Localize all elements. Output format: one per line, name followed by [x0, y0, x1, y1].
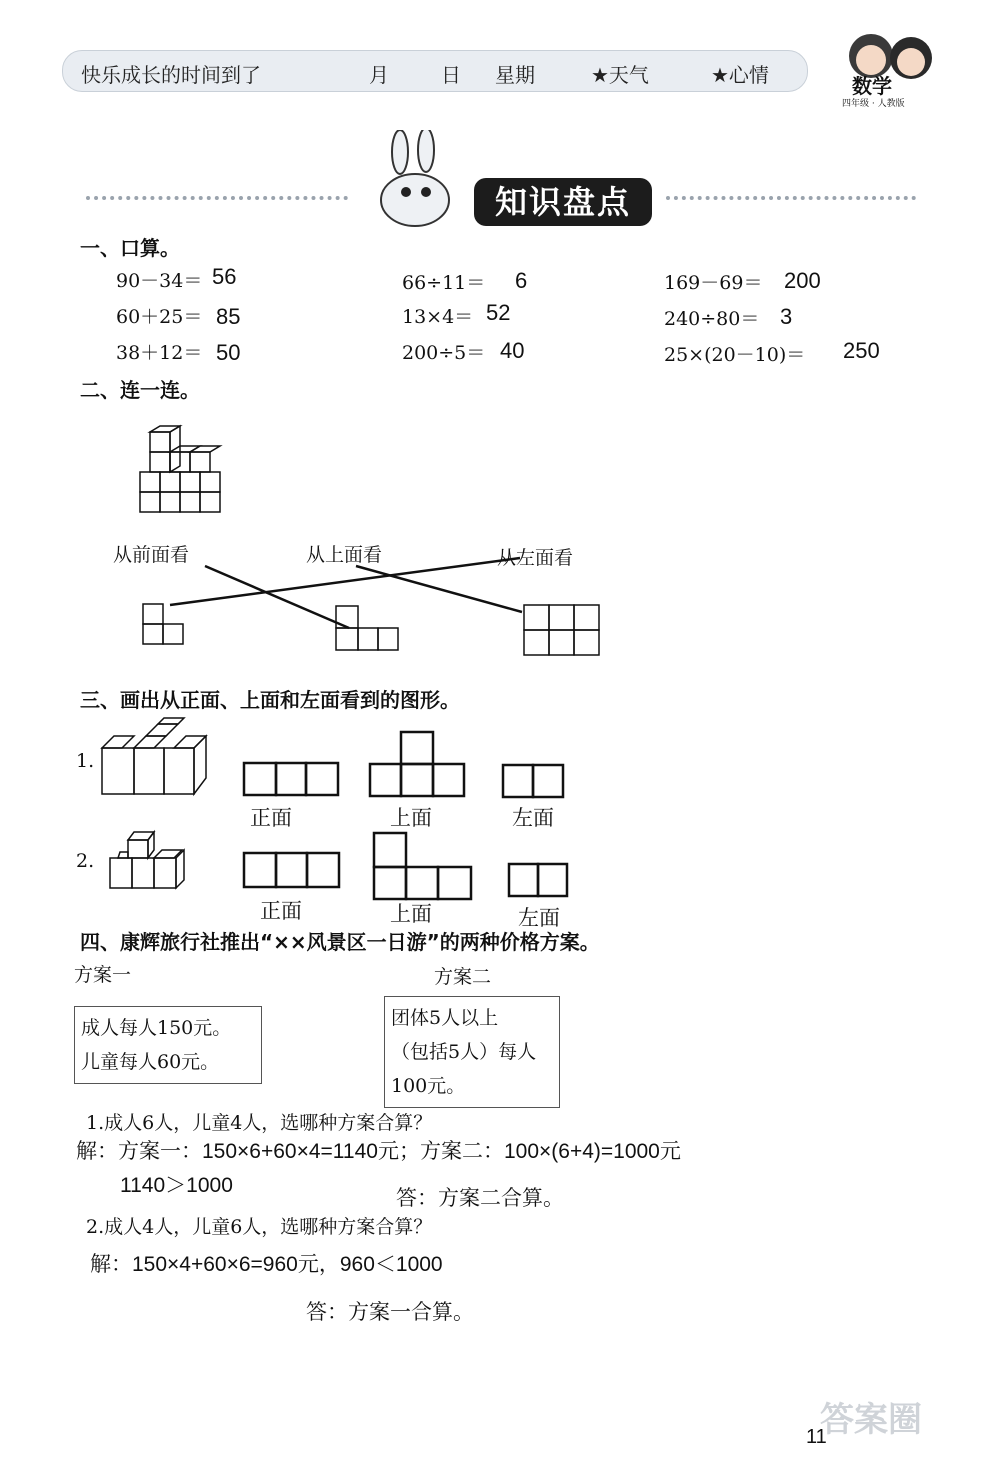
- calc-answer: 3: [780, 304, 793, 329]
- calc-question: 90－34＝: [116, 270, 203, 292]
- view-caption-left: 左面: [512, 807, 554, 830]
- s3-top-view-1: [368, 730, 468, 798]
- calc-answer: 52: [486, 300, 511, 325]
- plan1-box: [74, 1006, 262, 1084]
- s3-heading: 三、画出从正面、上面和左面看到的图形。: [80, 688, 460, 712]
- view-caption-top: 上面: [390, 903, 432, 926]
- s1-heading: 一、口算。: [80, 236, 180, 260]
- plan2-line1: 团体5人以上: [391, 1007, 499, 1029]
- watermark-logo: 答案圈: [820, 1400, 922, 1440]
- calc-answer: 200: [784, 268, 821, 293]
- subject-label: 数学: [852, 74, 892, 98]
- s2-heading: 二、连一连。: [80, 378, 200, 402]
- s3-top-view-2: [372, 831, 474, 901]
- day-label: 日: [441, 63, 461, 87]
- calc-question: 169－69＝: [664, 272, 763, 294]
- plan2-line3: 100元。: [391, 1075, 466, 1097]
- calc-answer: 50: [216, 340, 241, 365]
- view-caption-front: 正面: [260, 900, 302, 923]
- view-label-top: 从上面看: [306, 544, 383, 566]
- calc-answer: 250: [843, 338, 880, 363]
- s3-solid-figure-1: [98, 718, 208, 798]
- s4-answer-1: 答：方案二合算。: [396, 1187, 564, 1210]
- weather-label: ★天气: [591, 63, 649, 87]
- s4-question-1: 1.成人6人，儿童4人，选哪种方案合算？: [86, 1112, 433, 1134]
- s4-solution-1-line1: 解：方案一：150×6+60×4=1140元；方案二：100×(6+4)=1000元: [76, 1140, 681, 1163]
- s2-view-shape-c: [522, 603, 602, 657]
- s4-answer-2: 答：方案一合算。: [306, 1301, 474, 1324]
- view-label-front: 从前面看: [113, 544, 190, 566]
- calc-question: 38＋12＝: [116, 342, 203, 364]
- page-number: 11: [806, 1426, 827, 1448]
- view-caption-front: 正面: [250, 807, 292, 830]
- s3-number-1: 1.: [76, 750, 95, 772]
- s4-heading: 四、康辉旅行社推出“××风景区一日游”的两种价格方案。: [80, 930, 600, 954]
- view-caption-top: 上面: [390, 807, 432, 830]
- calc-answer: 85: [216, 304, 241, 329]
- month-label: 月: [369, 63, 389, 87]
- plan2-title: 方案二: [434, 966, 492, 988]
- s3-front-view-1: [242, 761, 342, 797]
- calc-question: 240÷80＝: [664, 308, 760, 330]
- s3-left-view-2: [507, 862, 571, 898]
- s2-match-lines: [0, 0, 1000, 700]
- slogan: 快乐成长的时间到了: [81, 63, 261, 87]
- section-title-badge: 知识盘点: [474, 178, 652, 226]
- calc-answer: 56: [212, 264, 237, 289]
- week-label: 星期: [495, 63, 535, 87]
- s4-question-2: 2.成人4人，儿童6人，选哪种方案合算？: [86, 1216, 433, 1238]
- s4-solution-1-line2: 1140＞1000: [120, 1174, 233, 1197]
- mood-label: ★心情: [711, 63, 769, 87]
- s2-view-shape-b: [334, 604, 404, 652]
- calc-question: 66÷11＝: [402, 272, 486, 294]
- calc-question: 60＋25＝: [116, 306, 203, 328]
- s3-number-2: 2.: [76, 850, 95, 872]
- calc-answer: 40: [500, 338, 525, 363]
- plan1-title: 方案一: [74, 964, 132, 986]
- view-label-left: 从左面看: [497, 547, 574, 569]
- view-caption-left: 左面: [518, 907, 560, 930]
- plan1-line2: 儿童每人60元。: [81, 1051, 220, 1073]
- plan2-line2: （包括5人）每人: [391, 1041, 537, 1063]
- s2-view-shape-a: [141, 602, 191, 646]
- plan2-box: [384, 996, 560, 1108]
- calc-question: 13×4＝: [402, 306, 474, 328]
- s4-solution-2: 解：150×4+60×6=960元，960＜1000: [90, 1253, 443, 1276]
- plan1-line1: 成人每人150元。: [81, 1017, 232, 1039]
- calc-answer: 6: [515, 268, 528, 293]
- calc-question: 25×(20－10)＝: [664, 344, 806, 366]
- s3-front-view-2: [242, 851, 342, 889]
- s3-solid-figure-2: [106, 828, 190, 894]
- calc-question: 200÷5＝: [402, 342, 486, 364]
- s3-left-view-1: [501, 763, 567, 799]
- grade-label: 四年级 · 人教版: [842, 99, 905, 109]
